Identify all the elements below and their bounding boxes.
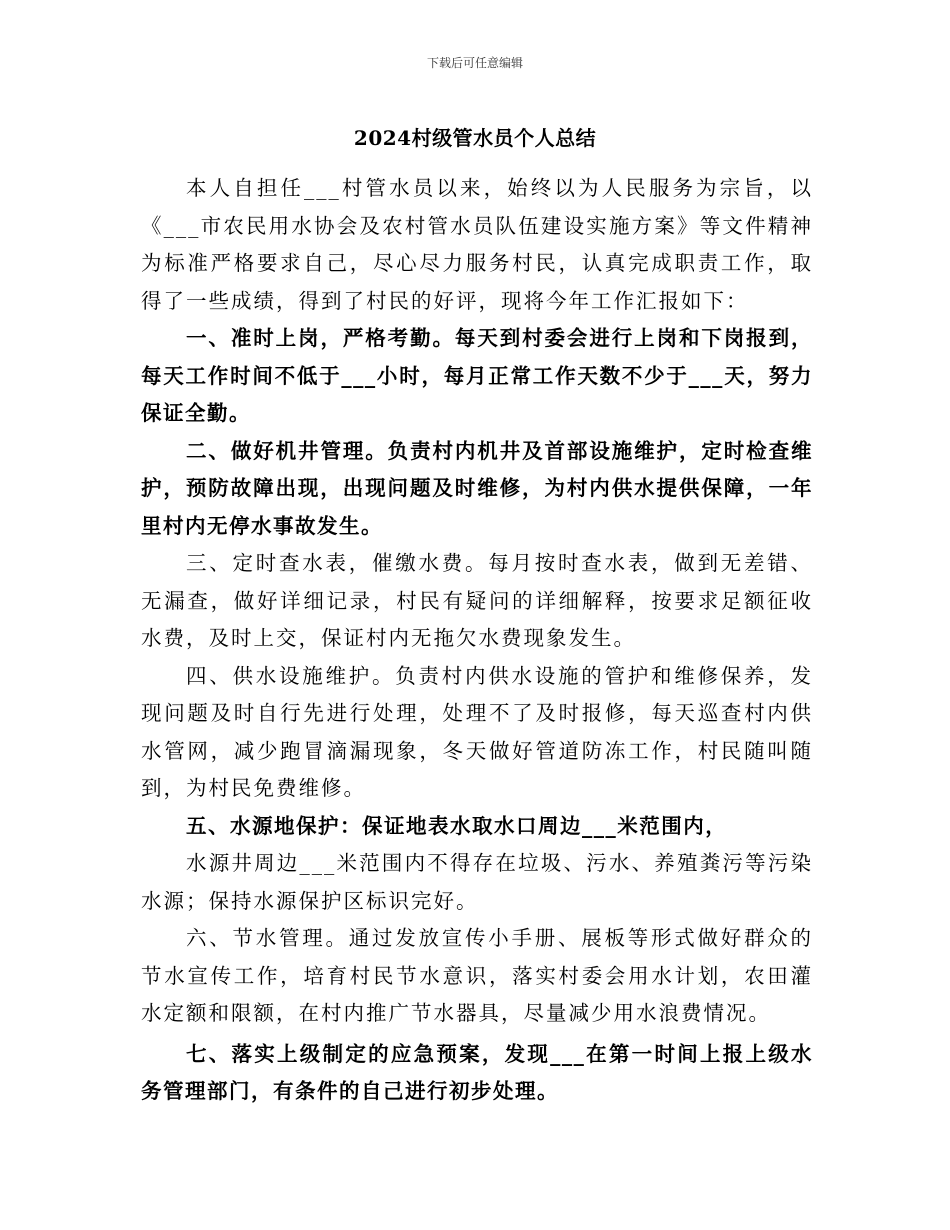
document-body [141,170,813,1111]
section-7-emergency-plan: 七、落实上级制定的应急预案，发现___在第一时间上报上级水务管理部门，有条件的自己进行初步处理。 [141,1041,813,1103]
document-title: 2024村级管水员个人总结 [353,126,597,150]
section-5-water-source-protection: 五、水源地保护：保证地表水取水口周边___米范围内， [186,813,728,838]
section-6-water-saving: 六、节水管理。通过发放宣传小手册、展板等形式做好群众的节水宣传工作，培育村民节水意识，落实村委会用水计划，农田灌水定额和限额，在村内推广节水器具，尽量减少用水浪费情况。 [141,926,813,1025]
section-4-facility-maintenance: 四、供水设施维护。负责村内供水设施的管护和维修保养，发现问题及时自行先进行处理，处理不了及时报修，每天巡查村内供水管网，减少跑冒滴漏现象，冬天做好管道防冻工作，村民随叫随到，为村民免费维修。 [141,663,813,800]
header-note: 下载后可任意编辑 [426,56,523,70]
section-1-attendance: 一、准时上岗，严格考勤。每天到村委会进行上岗和下岗报到，每天工作时间不低于___小时，每月正常工作天数不少于___天，努力保证全勤。 [141,326,813,425]
section-5-continuation: 水源井周边___米范围内不得存在垃圾、污水、养殖粪污等污染水源；保持水源保护区标识完好。 [141,851,813,913]
section-3-meter-reading: 三、定时查水表，催缴水费。每月按时查水表，做到无差错、无漏查，做好详细记录，村民有疑问的详细解释，按要求足额征收水费，及时上交，保证村内无拖欠水费现象发生。 [141,551,813,650]
intro-paragraph: 本人自担任___村管水员以来，始终以为人民服务为宗旨，以《___市农民用水协会及农村管水员队伍建设实施方案》等文件精神为标准严格要求自己，尽心尽力服务村民，认真完成职责工作，取得了一些成绩，得到了村民的好评，现将今年工作汇报如下： [141,176,813,313]
section-2-well-management: 二、做好机井管理。负责村内机井及首部设施维护，定时检查维护，预防故障出现，出现问题及时维修，为村内供水提供保障，一年里村内无停水事故发生。 [141,438,813,538]
